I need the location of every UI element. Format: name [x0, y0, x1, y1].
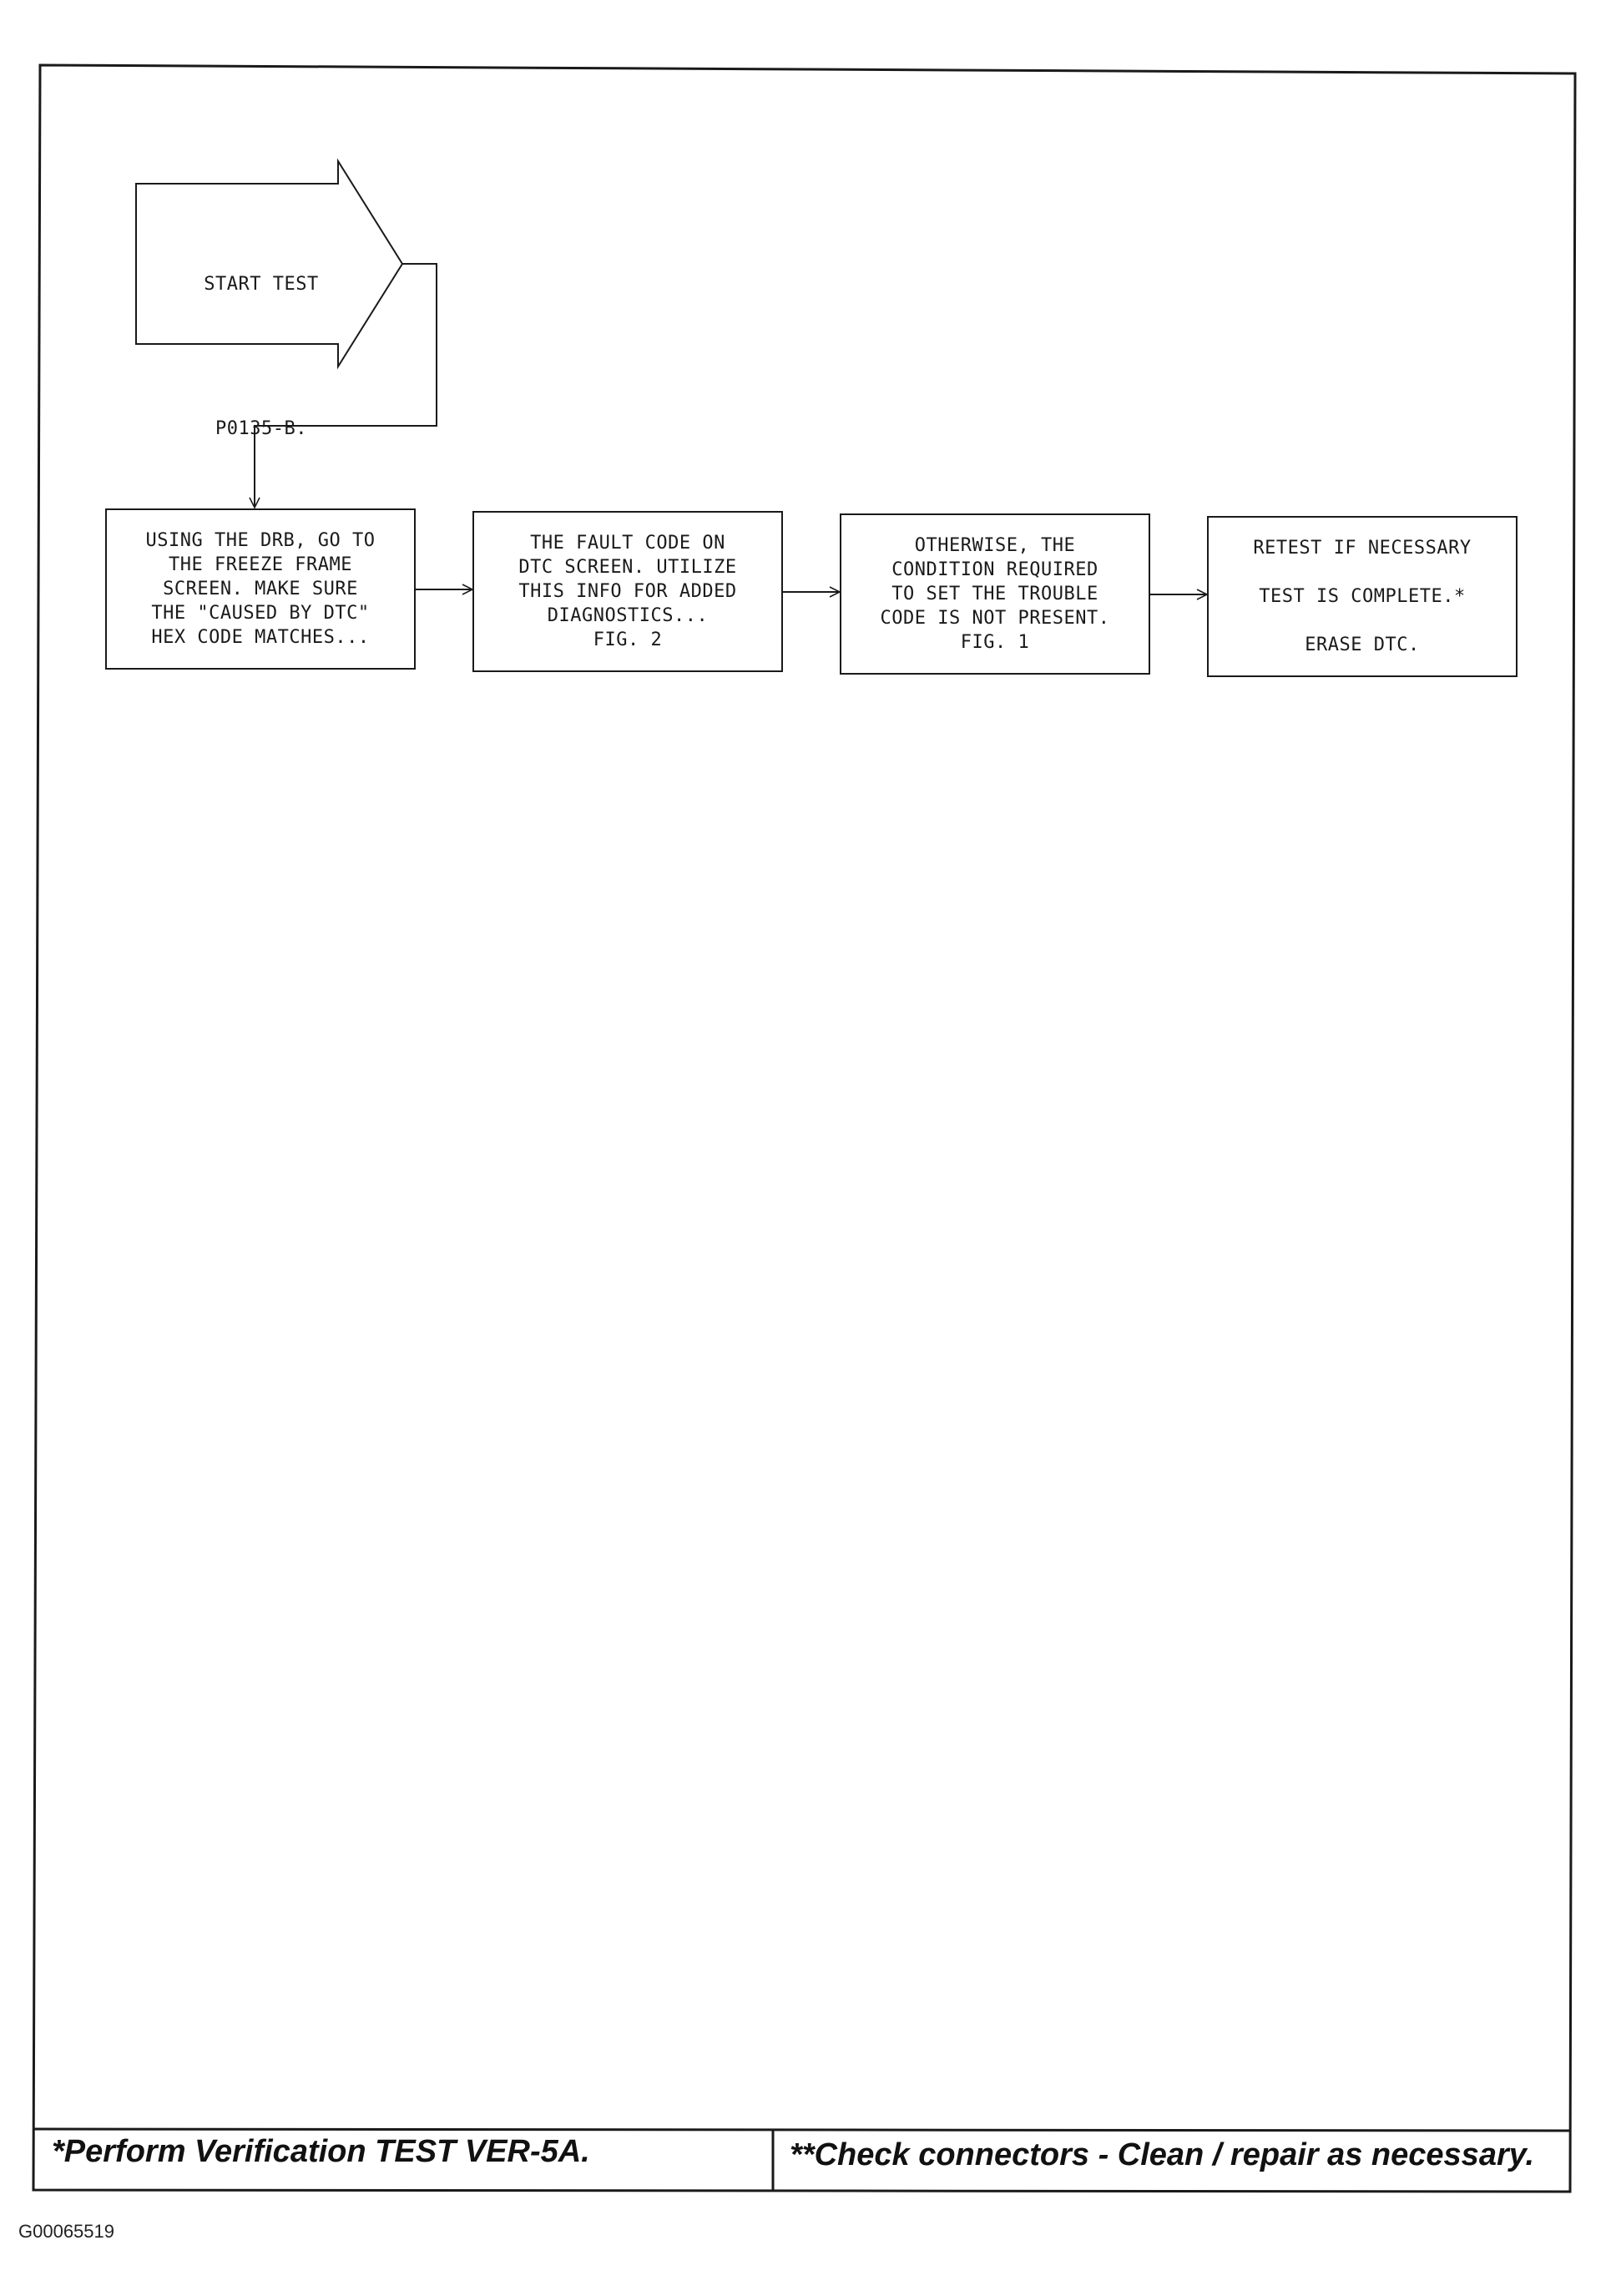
- start-label-line1: START TEST: [204, 274, 319, 295]
- footer-top-rule: [33, 2129, 1570, 2131]
- footer-note-left: *Perform Verification TEST VER-5A.: [52, 2134, 590, 2169]
- step-text-3: OTHERWISE, THE CONDITION REQUIRED TO SET THE TROUBLE CODE IS NOT PRESENT. FIG. 1: [880, 535, 1110, 653]
- footer-note-right: **Check connectors - Clean / repair as necessary.: [790, 2137, 1535, 2172]
- start-label-line2: P0135-B.: [215, 418, 307, 439]
- step-text-4: RETEST IF NECESSARY TEST IS COMPLETE.* ERASE DTC.: [1253, 538, 1472, 655]
- step-text-2: THE FAULT CODE ON DTC SCREEN. UTILIZE THIS INFO FOR ADDED DIAGNOSTICS... FIG. 2: [518, 533, 737, 650]
- start-label: [136, 224, 386, 465]
- step-text-1: USING THE DRB, GO TO THE FREEZE FRAME SCREEN. MAKE SURE THE "CAUSED BY DTC" HEX CODE MATCHES...: [145, 530, 376, 648]
- figure-id: G00065519: [18, 2221, 114, 2242]
